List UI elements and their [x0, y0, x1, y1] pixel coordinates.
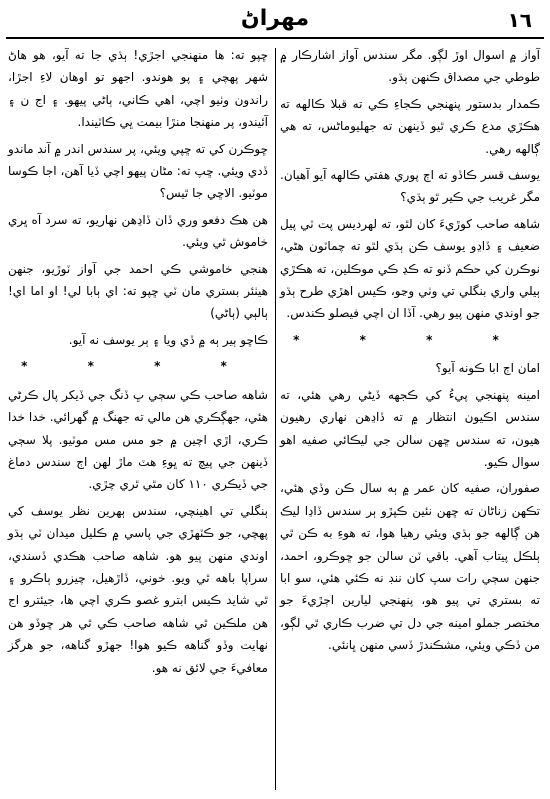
right-column [280, 44, 540, 661]
paragraph: آواز ۾ اسوال اوڙ لڳو. مگر سندس آواز اشارڪار ۾ طوطي جي مصداق ڪنهن ٻڌو. [280, 48, 540, 85]
paragraph: يوسف قسر ڪاڏو ته اڄ پوري هفتي ڪالهه آيو آهيان. مگر غريب جي ڪير ٿو ٻڌي؟ [280, 168, 540, 205]
paragraph: ڪاڇو ٻير ٻه ۾ ڏي ويا ۽ ٻر يوسف نه آيو. [68, 332, 268, 347]
paragraph: شاهه صاحب کوڙيءَ کان لٿو، ته لهرديس پت ٽي پيل ضعيف ۽ ڏاڍو يوسف ڪن ٻڌي لٿو ته چماٽون هڻي، نوڪرن کي حڪم ڏنو ته ڪڍ ڪي موڪلين، ته هڪڙي ٻيلي واري بنگلي تي وٺي وڃو، ڪيس اهڙي طرح ٻڌو جو اوندي منهن پيو رهي. آڏا ان اچي فيصلو ڪندس. [280, 216, 540, 321]
page-header [0, 6, 550, 36]
paragraph: امان اڄ ابا ڪونه آيو؟ [435, 361, 540, 376]
header-rule [6, 37, 544, 39]
column-divider [275, 48, 276, 790]
paragraph: هن هڪ دفعو وري ڏان ڏاڍهن نهاريو، ته سرد آه ڀري خاموش ٿي ويئي. [8, 212, 268, 250]
paragraph: ڇوڪرن کي ته ڇپي ويئي، پر سندس اندر ۾ آند ماندو ڏدي ويئي. ڇپ ته: مڻان پيهو اچي ڏيا آهن، اجا ڪوسا موٽيو. الاڇي جا ٿيس؟ [8, 141, 268, 201]
paragraph: ٻنگلي تي اهينچي، سندس ٻهرين نظر يوسف کي پهچي، جو ڪٽهڙي جي پاسي ۾ ڪليل ميدان ٽي ٻڌو اوندي منهن پيو هو. شاهه صاحب هڪدي ڏسندي، سراپا باهه ٿي ويو. خوني، ڏاڙهيل، چيزرو ٻاڪرو ۽ ٿي شايد ڪيس ابترو غصو ڪري اچي ها، جيئترو اج هن ملڪين ٿي شاهه صاحب ڪي ٿي هر ڇوڏو هن نهايت وڏو گناهه ڪيو هوا! جهڙو گناهه، جو هرگز معافيءَ جي لائق نه هو. [8, 503, 268, 675]
paragraph: ڪمدار بدستور پنهنجي ڪجاءِ ڪي ته قبلا ڪالهه ته هڪڙي مدع ڪري ٿيو ڏينهن ته جهليوماڻس، ته هي ڳالهه رهي. [280, 96, 540, 156]
page-number: ١٦ [507, 8, 532, 32]
paragraph: شاهه صاحب ڪي سڄي ڀ ڏنگ جي ڏيکر پال ڪرڻي هئي، جهڳڪري هن مالي ته جهنگ ۾ گهرائي. خدا خدا ڪري، اڙي اچين ۾ جو مس مس موٽيو. پلا سڄي ڏينهن جي پيچ ته ڀوءِ هٽ ماڙ لهن اڄ سندس دماغ جي ڏيڪري ١١٠ کان مٿي ٿري چڙي. [8, 387, 268, 492]
section-break-stars: * * * * [293, 332, 527, 347]
left-column [8, 44, 268, 683]
running-title: مهراڻ [240, 6, 310, 31]
paragraph: ڇپو ته: ها منهنجي اجڙي! ٻڌي جا ته آيو، هو هاڻ شهر پهچي ۽ پو هوندو. اجهو تو اوهان لاءِ اجڙا، راندون وٺيو اچي، اهي ڪاني، ٻاڻي پيهو. ۽ اج ن ۽ آئيندو، پر منهنجا منڙا بيمت ڀي ڪاٽيندا. [8, 48, 268, 130]
paragraph: صفوران، صفيه کان عمر ۾ ٻه سال ڪن وڏي هئي، تڪهن زناڻان ته ڇهن نئين ڪپڙو ٻر سندس ڏاڍا ليڪ هن ڳالهه جو ٻڌي ويئي رهيا هوا، ته هوءِ به ڪن ٿي ٻلڪل پيتاب آهي. باقي ٽن سالن جو ڇوڪرو، احمد، جنهن سڄي رات سپ کان ننڊ نه ڪئي هئي، سو ابا ته بستري تي پيو هو، پنهنجي ليارين اڄڙيءَ جو مختصر جملو امينه جي دل تي ضرب ڪاري ٿي لڳو، من ڏڪي ويئي، مشڪندڙ ڏسي منهن ڀانئي. [280, 481, 540, 653]
paragraph: هنجي خاموشي ڪي احمد جي آواز ٽوڙيو، جنهن هيٺئر بستري مان ٽي ڇپو ته: اي ٻابا لي! او اما اي! ٻالٻي (ٻاڻي) [8, 261, 268, 321]
paragraph: امينه پنهنجي پيءُ کي ڪجهه ڏيڻي رهي هئي، ته سندس اڪيون انتظار ۾ ته ڏاڍهن نهاري رهيون هيون، ته سندس ڇهن سالن جي ليڪائي صفيه اهو سوال ڪيو. [280, 387, 540, 469]
section-break-stars: * * * * [21, 359, 255, 374]
